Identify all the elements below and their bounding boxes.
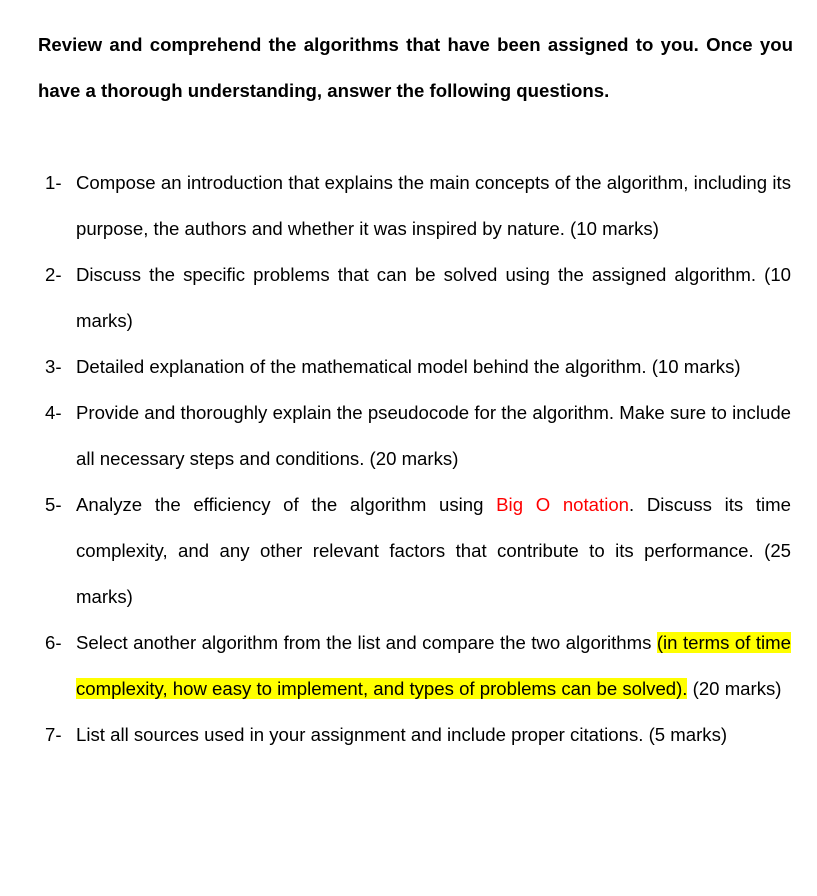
highlighted-criteria: (in terms of time complexity, how easy to implement, and types of problems can be solved). — [76, 632, 791, 699]
question-text-start: Select another algorithm from the list and compare the two algorithms — [76, 632, 657, 653]
question-text: Provide and thoroughly explain the pseudocode for the algorithm. Make sure to include all necessary steps and conditions. (20 marks) — [76, 402, 791, 469]
question-text: Detailed explanation of the mathematical model behind the algorithm. (10 marks) — [76, 356, 741, 377]
question-number: 2- — [45, 264, 62, 285]
big-o-notation-emphasis: Big O notation — [496, 494, 630, 515]
question-text-start: Analyze the efficiency of the algorithm using — [76, 494, 497, 515]
question-text-end: . Discuss its time complexity, and any other relevant factors that contribute to its performance. (25 marks) — [76, 494, 792, 607]
question-number: 3- — [45, 356, 62, 377]
question-1 — [45, 160, 791, 252]
question-6 — [45, 620, 791, 712]
question-5 — [45, 482, 791, 620]
question-2 — [45, 252, 791, 344]
instructions-heading: Review and comprehend the algorithms that have been assigned to you. Once you have a thorough understanding, answer the following questions. — [38, 34, 793, 101]
question-number: 7- — [45, 724, 62, 745]
question-text: Discuss the specific problems that can be solved using the assigned algorithm. (10 marks) — [76, 264, 791, 331]
question-7 — [45, 712, 791, 758]
question-number: 6- — [45, 632, 62, 653]
question-text: Compose an introduction that explains the main concepts of the algorithm, including its purpose, the authors and whether it was inspired by nature. (10 marks) — [76, 172, 791, 239]
question-list — [45, 160, 791, 758]
question-text-end: (20 marks) — [687, 678, 782, 699]
question-4 — [45, 390, 791, 482]
question-number: 1- — [45, 172, 62, 193]
question-number: 5- — [45, 494, 62, 515]
question-number: 4- — [45, 402, 62, 423]
question-3 — [45, 344, 791, 390]
question-text: List all sources used in your assignment and include proper citations. (5 marks) — [76, 724, 728, 745]
